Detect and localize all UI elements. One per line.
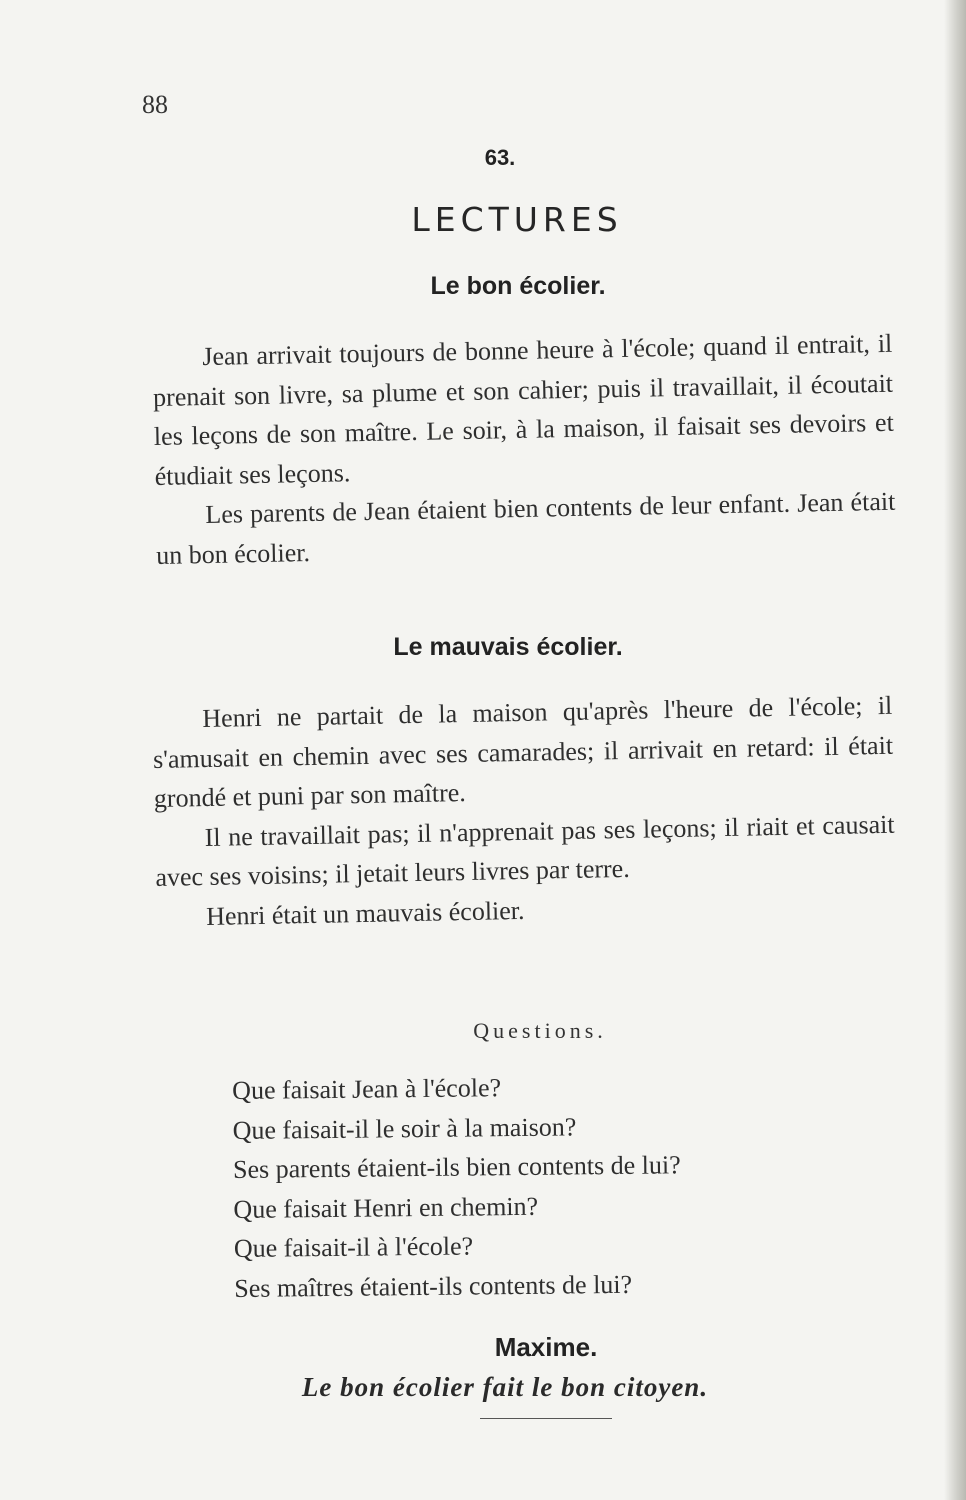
- story-body-bad-pupil: [152, 686, 896, 937]
- questions-title: Questions.: [473, 1018, 607, 1043]
- page-number: 88: [142, 90, 168, 119]
- question-list: [232, 1064, 934, 1309]
- question-item: Que faisait-il le soir à la maison?: [232, 1111, 577, 1145]
- paragraph: Henri était un mauvais écolier.: [205, 895, 525, 931]
- story-title-good-pupil: Le bon écolier.: [430, 272, 606, 300]
- paragraph: Les parents de Jean étaient bien contents de leur enfant. Jean était un bon écolier.: [155, 486, 896, 570]
- question-item: Que faisait Jean à l'école?: [232, 1073, 502, 1105]
- lesson-number: 63.: [484, 145, 516, 170]
- question-item: Que faisait Henri en chemin?: [233, 1191, 539, 1224]
- paragraph: Il ne travaillait pas; il n'apprenait pas ses leçons; il riait et causait avec ses voisins; il jetait leurs livres par terre.: [155, 809, 895, 892]
- question-item: Que faisait-il à l'école?: [233, 1231, 474, 1264]
- maxim-title: Maxime.: [494, 1332, 598, 1362]
- question-item: Ses parents étaient-ils bien contents de lui?: [232, 1150, 681, 1185]
- question-item: Ses maîtres étaient-ils contents de lui?: [234, 1269, 633, 1303]
- paragraph: Henri ne partait de la maison qu'après l'heure de l'école; il s'amusait en chemin avec ses camarades; il arrivait en retard: il était grondé et puni par son maître.: [152, 690, 894, 813]
- maxim-text: Le bon écolier fait le bon citoyen.: [301, 1372, 709, 1402]
- story-title-bad-pupil: Le mauvais écolier.: [393, 633, 623, 661]
- closing-rule: [480, 1418, 612, 1419]
- paragraph: Jean arrivait toujours de bonne heure à l'école; quand il entrait, il prenait son livre, sa plume et son cahier; puis il travaillait, il écoutait les leçons de son maître. Le soir, à la maison, il faisait ses devoirs et étudiait ses leçons.: [152, 328, 895, 491]
- section-title: LECTURES: [411, 200, 623, 239]
- story-body-good-pupil: [152, 324, 896, 575]
